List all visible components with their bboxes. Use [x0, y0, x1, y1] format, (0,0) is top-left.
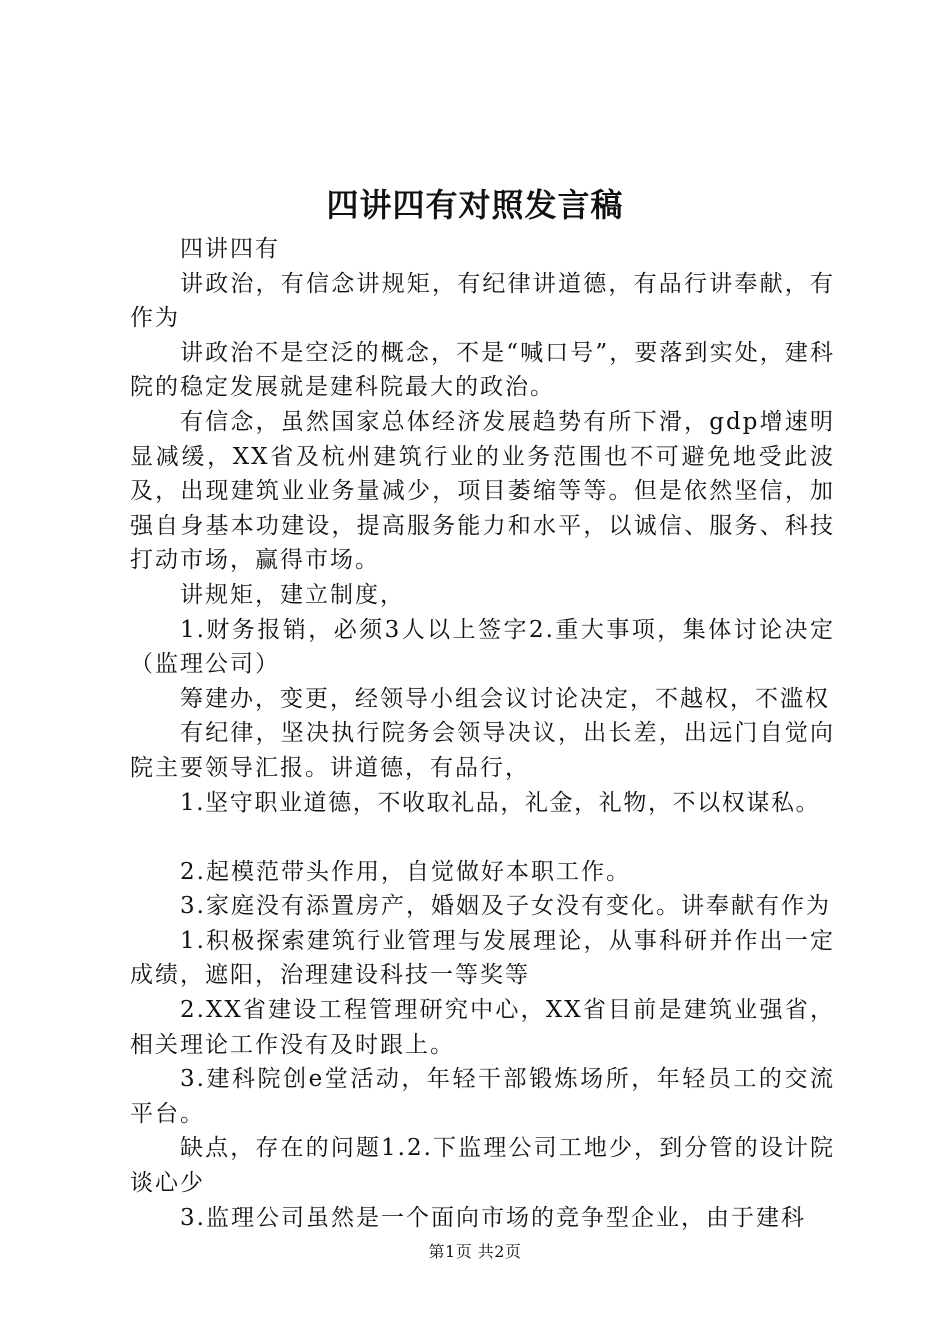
document-body: [130, 232, 835, 1235]
paragraph: 有纪律，坚决执行院务会领导决议，出长差，出远门自觉向院主要领导汇报。讲道德，有品行，: [130, 720, 835, 781]
paragraph: 讲规矩，建立制度，: [180, 581, 405, 608]
paragraph: 3.家庭没有添置房产，婚姻及子女没有变化。讲奉献有作为: [180, 893, 831, 920]
paragraph: 1.财务报销，必须3人以上签字2.重大事项，集体讨论决定（监理公司）: [130, 616, 835, 678]
paragraph: 1.坚守职业道德，不收取礼品，礼金，礼物，不以权谋私。: [180, 789, 821, 816]
paragraph: 2.起模范带头作用，自觉做好本职工作。: [180, 858, 631, 885]
paragraph: 讲政治，有信念讲规矩，有纪律讲道德，有品行讲奉献，有作为: [130, 270, 835, 332]
paragraph: 3.监理公司虽然是一个面向市场的竞争型企业，由于建科: [180, 1204, 806, 1231]
paragraph: 有信念，虽然国家总体经济发展趋势有所下滑，gdp增速明显减缓，XX省及杭州建筑行业的业务范围也不可避免地受此波及，出现建筑业业务量减少，项目萎缩等等。但是依然坚信，加强自身基本功建设，提高服务能力和水平，以诚信、服务、科技打动市场，赢得市场。: [130, 408, 835, 574]
paragraph: 缺点，存在的问题1.2.下监理公司工地少，到分管的设计院谈心少: [130, 1135, 835, 1197]
paragraph: 四讲四有: [180, 236, 280, 262]
document-title: 四讲四有对照发言稿: [326, 186, 624, 224]
page-footer: 第1页 共2页: [428, 1242, 522, 1261]
paragraph: 讲政治不是空泛的概念，不是“喊口号”，要落到实处，建科院的稳定发展就是建科院最大的政治。: [130, 339, 835, 401]
paragraph: 筹建办，变更，经领导小组会议讨论决定，不越权，不滥权: [180, 685, 830, 712]
paragraph: 1.积极探索建筑行业管理与发展理论，从事科研并作出一定成绩，遮阳，治理建设科技一等奖等: [130, 927, 835, 989]
paragraph: 3.建科院创e堂活动，年轻干部锻炼场所，年轻员工的交流平台。: [130, 1066, 835, 1127]
blank-line: [130, 820, 835, 855]
paragraph: 2.XX省建设工程管理研究中心，XX省目前是建筑业强省，相关理论工作没有及时跟上。: [130, 997, 835, 1058]
